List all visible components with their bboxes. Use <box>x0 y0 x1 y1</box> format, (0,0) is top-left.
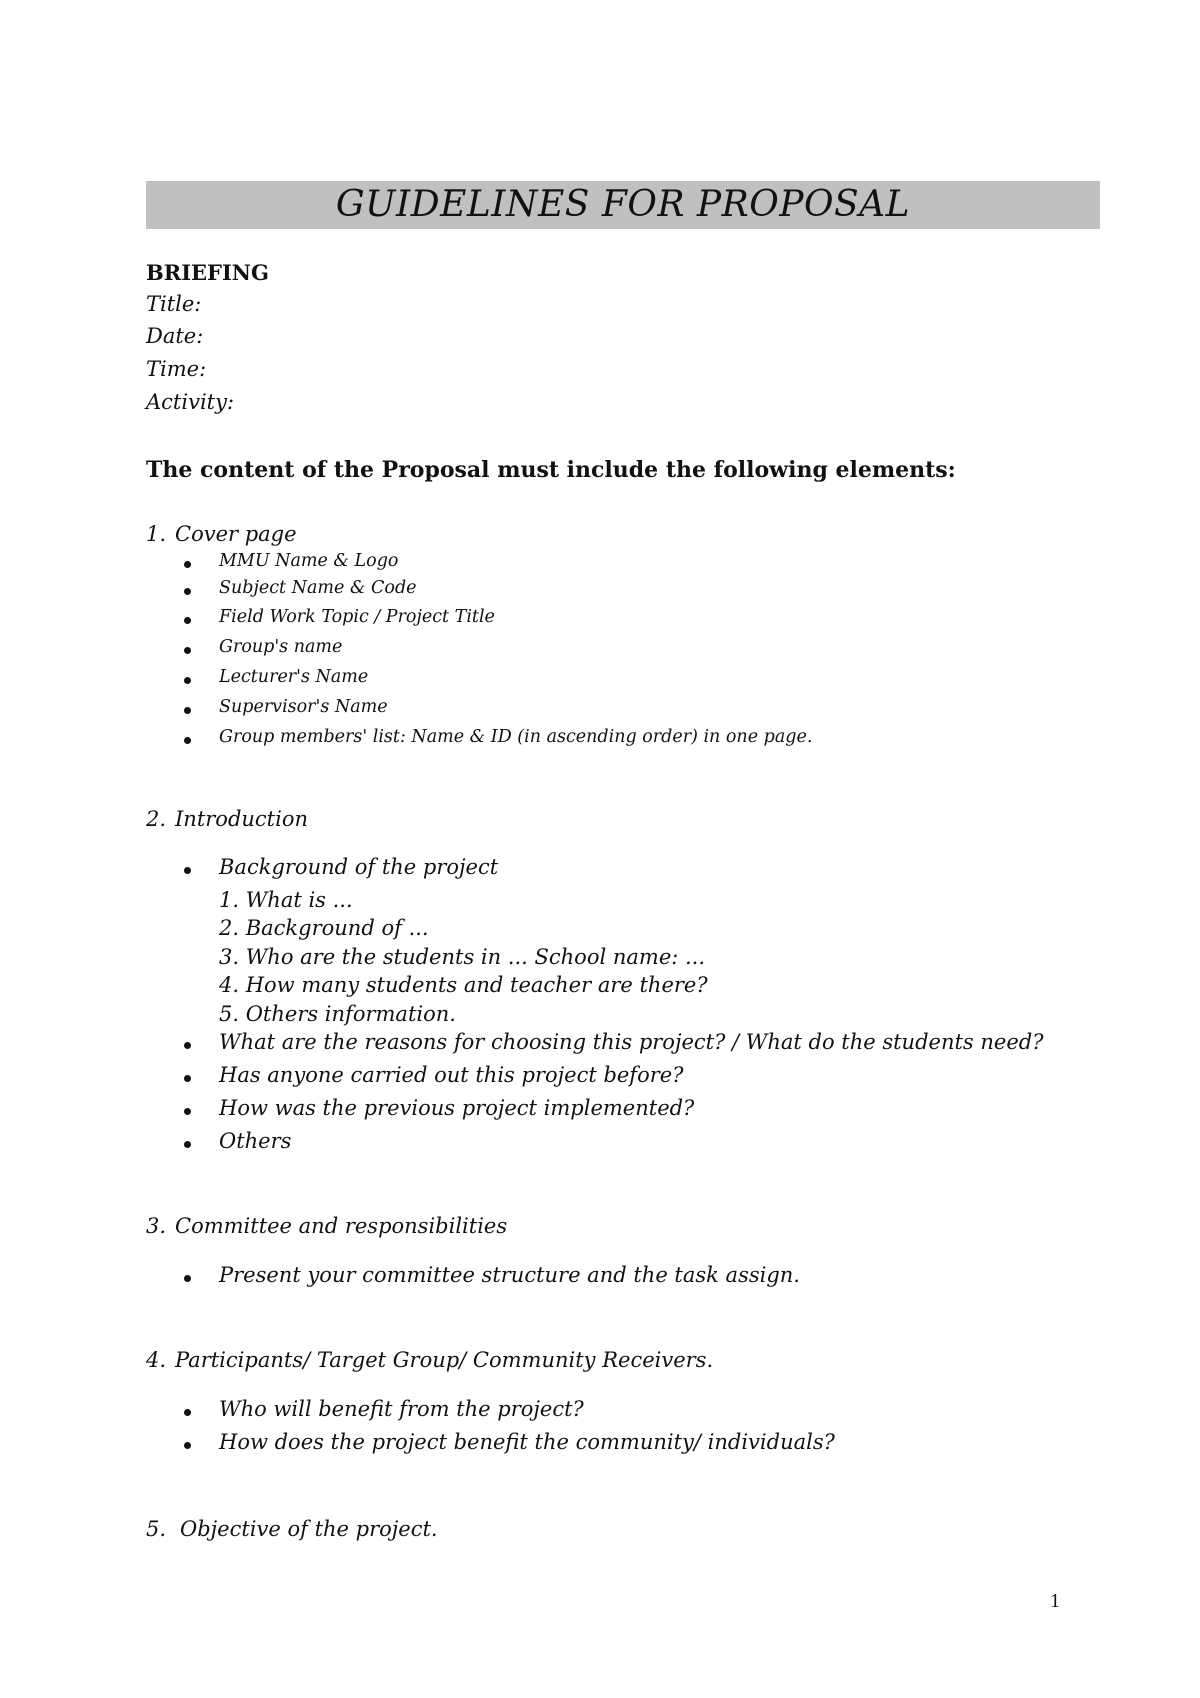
section-number: 3. <box>146 1214 167 1238</box>
sub-list-item: 4. How many students and teacher are there? <box>219 973 708 997</box>
briefing-field-activity: Activity: <box>146 390 235 414</box>
list-item: MMU Name & Logo <box>219 551 399 571</box>
list-item: Present your committee structure and the task assign. <box>219 1263 800 1287</box>
section-number: 4. <box>146 1348 167 1372</box>
list-item: Lecturer's Name <box>219 667 369 687</box>
list-item: Who will benefit from the project? <box>219 1397 584 1421</box>
section-number: 5. <box>146 1517 167 1541</box>
list-item: Group's name <box>219 637 343 657</box>
bullet-dot <box>184 737 191 744</box>
document-title: GUIDELINES FOR PROPOSAL <box>146 181 1100 229</box>
briefing-field-title: Title: <box>146 292 202 316</box>
list-item: Has anyone carried out this project before? <box>219 1063 684 1087</box>
bullet-dot <box>184 647 191 654</box>
bullet-dot <box>184 1108 191 1115</box>
content-heading: The content of the Proposal must include the following elements: <box>146 457 956 483</box>
briefing-field-date: Date: <box>146 324 204 348</box>
section-title: Cover page <box>175 522 297 546</box>
bullet-dot <box>184 1409 191 1416</box>
list-item: Background of the project <box>219 855 499 879</box>
list-item: Supervisor's Name <box>219 697 388 717</box>
page-number: 1 <box>1050 1590 1060 1612</box>
bullet-dot <box>184 617 191 624</box>
section-number: 2. <box>146 807 167 831</box>
bullet-dot <box>184 1442 191 1449</box>
sub-list-item: 5. Others information. <box>219 1002 456 1026</box>
list-item: Others <box>219 1129 292 1153</box>
bullet-dot <box>184 677 191 684</box>
section-title: Committee and responsibilities <box>175 1214 508 1238</box>
bullet-dot <box>184 1275 191 1282</box>
bullet-dot <box>184 561 191 568</box>
sub-list-item: 3. Who are the students in ... School name: ... <box>219 945 706 969</box>
sub-list-item: 2. Background of ... <box>219 916 429 940</box>
section-title: Objective of the project. <box>180 1517 438 1541</box>
list-item: How was the previous project implemented? <box>219 1096 695 1120</box>
briefing-heading: BRIEFING <box>146 260 269 285</box>
list-item: How does the project benefit the community/ individuals? <box>219 1430 835 1454</box>
list-item: Group members' list: Name & ID (in ascending order) in one page. <box>219 727 813 747</box>
section-title: Introduction <box>175 807 308 831</box>
bullet-dot <box>184 707 191 714</box>
section-number: 1. <box>146 522 167 546</box>
briefing-field-time: Time: <box>146 357 207 381</box>
list-item: What are the reasons for choosing this project? / What do the students need? <box>219 1030 1044 1054</box>
list-item: Subject Name & Code <box>219 578 417 598</box>
bullet-dot <box>184 1042 191 1049</box>
sub-list-item: 1. What is ... <box>219 888 353 912</box>
list-item: Field Work Topic / Project Title <box>219 607 495 627</box>
bullet-dot <box>184 588 191 595</box>
section-title: Participants/ Target Group/ Community Receivers. <box>175 1348 714 1372</box>
bullet-dot <box>184 1075 191 1082</box>
bullet-dot <box>184 1141 191 1148</box>
bullet-dot <box>184 867 191 874</box>
